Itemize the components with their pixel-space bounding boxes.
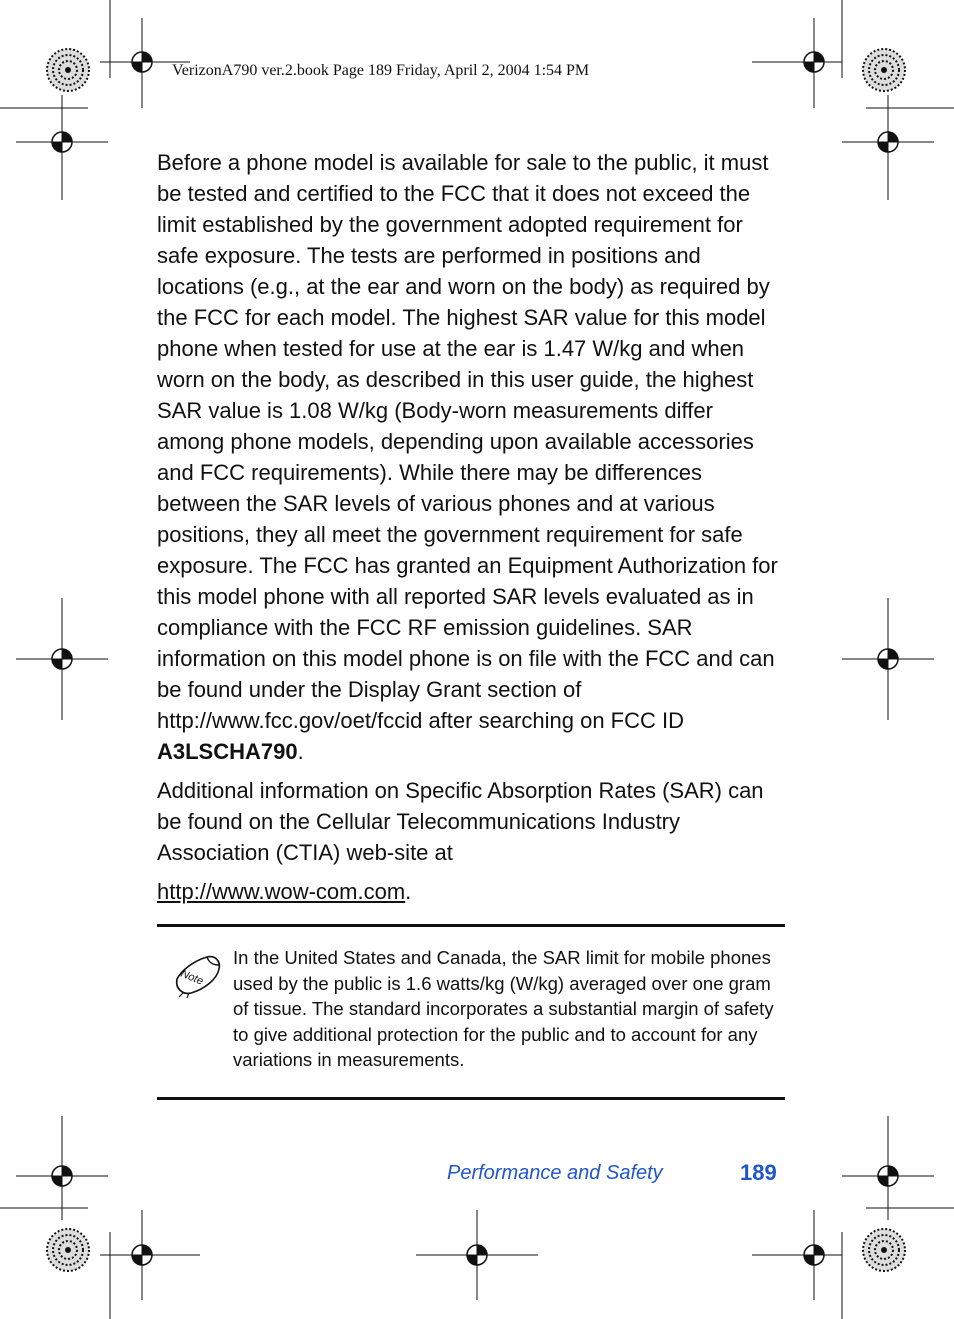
registration-mark: [100, 1210, 200, 1300]
note-icon-label: Note: [178, 967, 205, 988]
registration-mark: [16, 598, 108, 720]
star-target: [47, 1229, 89, 1271]
star-target: [47, 49, 89, 91]
note-icon: [171, 949, 225, 999]
page-number: 189: [740, 1160, 777, 1185]
sar-paragraph-text: Before a phone model is available for sale to the public, it must be tested and certified to the FCC that it does not exceed the limit established by the government adopted requirement for safe exposure. The tests are performed in positions and locations (e.g., at the ear and worn on the body) as required by the FCC for each model. The highest SAR value for this model phone when tested for use at the ear is 1.47 W/kg and when worn on the body, as described in this user guide, the highest SAR value is 1.08 W/kg (Body-worn measurements differ among phone models, depending upon available accessories and FCC requirements). While there may be differences between the SAR levels of various phones and at various positions, they all meet the government requirement for safe exposure. The FCC has granted an Equipment Authorization for this model phone with all reported SAR levels evaluated as in compliance with the FCC RF emission guidelines. SAR information on this model phone is on file with the FCC and can be found under the Display Grant section of http://www.fcc.gov/oet/fccid after searching on FCC ID: [157, 150, 778, 733]
sar-paragraph: [157, 147, 785, 767]
registration-mark: [16, 95, 108, 200]
main-content: [157, 147, 785, 907]
footer-section-title: Performance and Safety: [447, 1162, 663, 1184]
print-header: VerizonA790 ver.2.book Page 189 Friday, April 2, 2004 1:54 PM: [172, 62, 590, 79]
ctia-paragraph: Additional information on Specific Absorption Rates (SAR) can be found on the Cellular Telecommunications Industry Association (CTIA) web-site at: [157, 778, 764, 865]
registration-mark: [842, 95, 934, 200]
registration-mark: [842, 598, 934, 720]
star-target: [863, 1229, 905, 1271]
registration-mark: [752, 1210, 842, 1300]
ctia-link-end: .: [405, 879, 412, 904]
note-box: [157, 924, 785, 1100]
ctia-link-line: [157, 876, 785, 907]
star-target: [863, 49, 905, 91]
registration-mark: [16, 1116, 108, 1220]
registration-mark: [842, 1116, 934, 1220]
registration-mark: [416, 1210, 538, 1300]
fcc-id: A3LSCHA790: [157, 739, 298, 764]
note-text: In the United States and Canada, the SAR limit for mobile phones used by the public is 1.6 watts/kg (W/kg) averaged over one gram of tissue. The standard incorporates a substantial margin of safety to give additional protection for the public and to account for any variations in measurements.: [233, 947, 774, 1071]
registration-mark: [752, 18, 842, 108]
ctia-link[interactable]: http://www.wow-com.com: [157, 879, 406, 904]
sar-paragraph-end: .: [297, 739, 304, 764]
